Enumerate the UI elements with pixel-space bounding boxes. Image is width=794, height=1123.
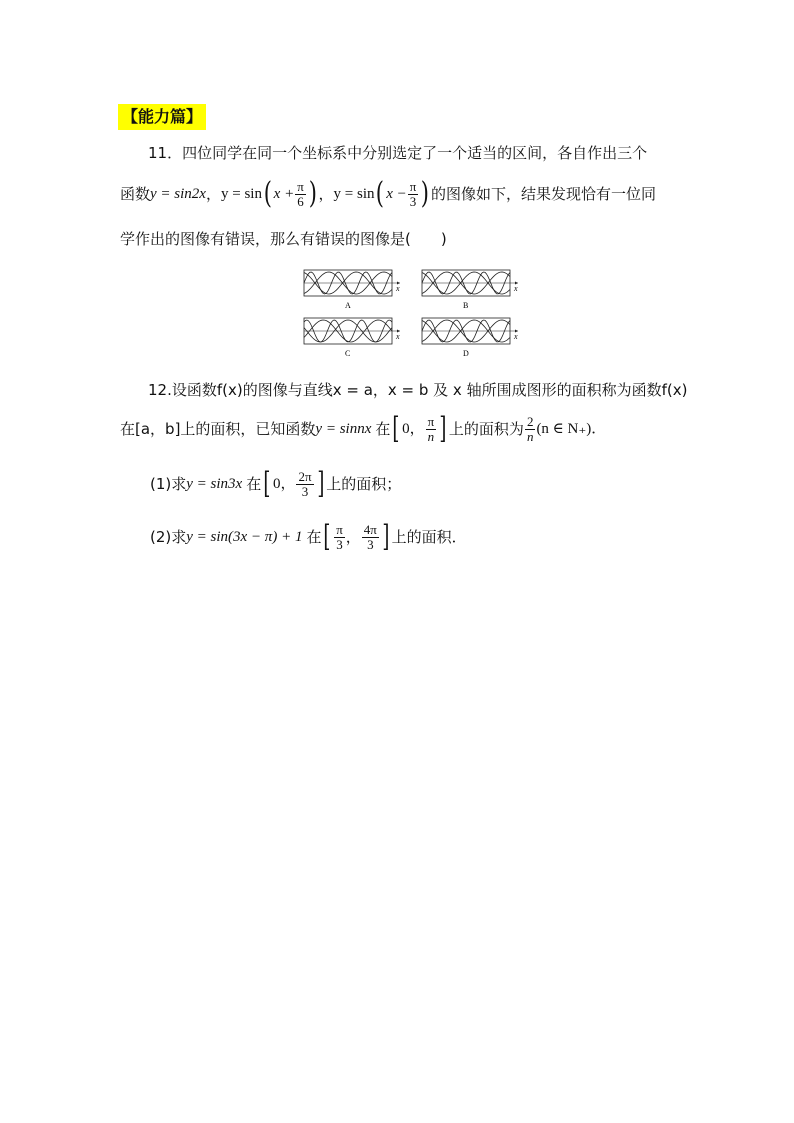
q12-p1-num: 2π (298, 468, 312, 484)
q11-func-3-den: 3 (409, 193, 417, 209)
q11-paren-close-2: ) (421, 176, 430, 211)
section-title: 【能力篇】 (118, 104, 206, 130)
q11-func-3-var: x − (386, 186, 407, 202)
q11-func-2-pre: y = sin (220, 186, 262, 202)
q11-paren-close-1: ) (308, 176, 317, 211)
q12-p2-frac-1 (334, 523, 345, 552)
x-axis-label: x (396, 284, 400, 293)
graph-label: A (345, 301, 351, 310)
q12-p2-den-2: 3 (367, 536, 374, 552)
q11-line3: 学作出的图像有错误，那么有错误的图像是( ) (120, 230, 447, 248)
q12-bracket-close: ] (439, 411, 447, 446)
q11-func-1: y = sin2x (150, 186, 206, 202)
q11-func-2-num: π (297, 178, 304, 194)
q12-int-start: 0， (402, 421, 425, 437)
q12-area-cond: (n ∈ N₊)． (536, 421, 607, 437)
q12-p1-func: y = sin3x (186, 476, 243, 492)
graph-c (304, 318, 400, 358)
q11-func-lead: 函数 (120, 185, 151, 203)
q11-func-3-frac (408, 180, 419, 209)
q12-func: y = sinnx (315, 421, 372, 437)
q11-text-2: 的图像如下，结果发现恰有一位同 (431, 185, 657, 203)
q12-in: 在 (375, 420, 391, 438)
q11-line2 (120, 174, 656, 214)
q12-p2-num-1: π (336, 521, 343, 537)
q12-line1 (148, 380, 687, 400)
q12-part1 (150, 464, 401, 504)
q12-p1-tail: 上的面积； (326, 475, 402, 493)
graph-a (304, 270, 400, 310)
q11-text-1: 四位同学在同一个坐标系中分别选定了一个适当的区间，各自作出三个 (182, 144, 648, 162)
q12-p1-den: 3 (301, 483, 309, 499)
q12-int-num: π (427, 413, 435, 429)
q12-p2-den-1: 3 (336, 536, 343, 552)
graph-b (422, 270, 518, 310)
q11-line1 (148, 143, 647, 163)
q12-part2 (150, 517, 467, 557)
q12-p1-bracket-open: [ (263, 466, 271, 501)
q12-line2 (120, 409, 606, 449)
q12-area-frac (525, 415, 536, 444)
q12-text-2a: 在[a，b]上的面积，已知函数 (120, 420, 316, 438)
q11-func-3-pre: y = sin (333, 186, 375, 202)
q12-p2-frac-2 (362, 523, 379, 552)
q12-text-1: 12.设函数f(x)的图像与直线x = a，x = b 及 x 轴所围成图形的面积称为函数f(x) (148, 381, 688, 399)
graph-label: C (345, 349, 351, 358)
q12-p2-in: 在 (306, 528, 322, 546)
q12-area-den: n (526, 428, 534, 444)
q12-p2-num-2: 4π (363, 521, 377, 537)
graphs-figure (300, 266, 526, 362)
q11-number: 11． (148, 144, 183, 162)
q11-func-3-num: π (409, 178, 417, 194)
graph-label: D (463, 349, 469, 358)
graph-label: B (463, 301, 469, 310)
x-axis-label: x (514, 284, 518, 293)
q11-func-2-den: 6 (297, 193, 304, 209)
q12-p1-pre: (1)求 (150, 475, 187, 493)
q11-paren-open-2: ( (376, 176, 385, 211)
q12-bracket-open: [ (392, 411, 400, 446)
q11-comma-1: ， (205, 185, 221, 203)
q12-p1-bracket-close: ] (316, 466, 324, 501)
q12-p2-func: y = sin(3x − π) + 1 (186, 529, 303, 545)
q12-p1-frac (296, 470, 313, 499)
q11-paren-open-1: ( (263, 176, 272, 211)
x-axis-label: x (514, 332, 518, 341)
q11-comma-2: ， (318, 185, 334, 203)
q12-p2-pre: (2)求 (150, 528, 187, 546)
q12-p2-sep: ， (345, 528, 361, 546)
q12-area-num: 2 (526, 413, 534, 429)
q12-p2-tail: 上的面积． (391, 528, 467, 546)
q12-p1-start: 0， (272, 476, 296, 492)
q12-p1-in: 在 (246, 475, 262, 493)
q12-int-frac (426, 415, 437, 444)
q12-text-2b: 上的面积为 (448, 420, 524, 438)
q11-func-2-var: x + (273, 186, 295, 202)
x-axis-label: x (396, 332, 400, 341)
q12-p2-bracket-close: ] (382, 519, 390, 554)
q12-p2-bracket-open: [ (323, 519, 331, 554)
graph-d (422, 318, 518, 358)
q11-func-2-frac (295, 180, 306, 209)
q12-int-den: n (427, 428, 435, 444)
